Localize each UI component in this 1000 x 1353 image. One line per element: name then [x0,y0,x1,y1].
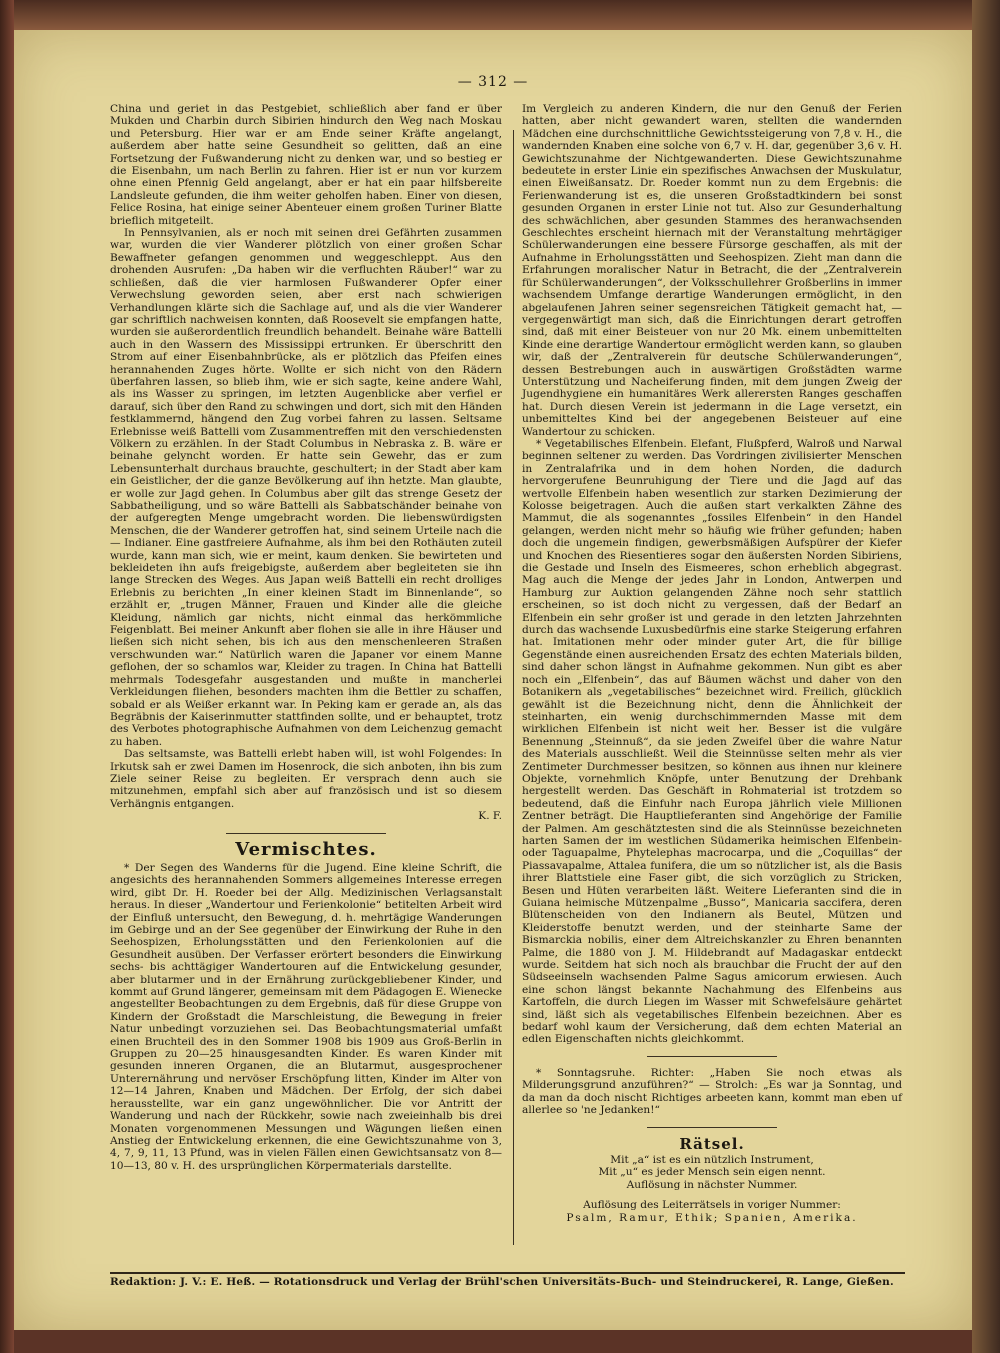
left-column [110,103,502,1172]
footer-rule [110,1272,905,1274]
page-number: — 312 — [457,74,529,90]
solution-label: Auflösung des Leiterrätsels in voriger Nummer: [583,1199,841,1212]
article-paragraph: In Pennsylvanien, als er noch mit seinen drei Gefährten zusammen war, wurden die vier Wanderer plötzlich von einer großen Schar Bewaffneter gefangen genommen und weggeschleppt. Aus den drohenden Ausrufen: „Da haben wir die verfluchten Räuber!“ war zu schließen, daß die vier harmlosen Fußwanderer Opfer einer Verwechslung geworden seien, aber erst nach schwierigen Verhandlungen klärte sich die Sachlage auf, und als die vier Wanderer gar schriftlich nachweisen konnten, daß Roosevelt sie empfangen hatte, wurden sie außerordentlich freundlich behandelt. Beinahe wäre Battelli auch in den Wassern des Mississippi ertrunken. Er überschritt den Strom auf einer Eisenbahnbrücke, als er plötzlich das Pfeifen eines herannahenden Zuges hörte. Wollte er sich nicht von den Rädern überfahren lassen, so blieb ihm, wie er sich sagte, keine andere Wahl, als ins Wasser zu springen, im letzten Augenblicke aber verfiel er darauf, sich über den Rand zu schwingen und dort, sich mit den Händen festklammernd, hängend den Zug vorbei fahren zu lassen. Seltsame Erlebnisse weiß Battelli vom Zusammentreffen mit den verschiedensten Völkern zu erzählen. In der Stadt Columbus in Nebraska z. B. wäre er beinahe gelyncht worden. Er hatte sein Gewehr, das er zum Lebensunterhalt durchaus brauchte, geschultert; in der Stadt aber kam ein Geistlicher, der die ganze Bevölkerung auf ihn hetzte. Man glaubte, er wolle zur Jagd gehen. In Columbus aber gilt das strenge Gesetz der Sabbatheiligung, und so wäre Battelli als Sabbatschänder beinahe von der aufgeregten Menge umgebracht worden. Die liebenswürdigsten Menschen, die der Wanderer getroffen hat, sind seinem Urteile nach die — Indianer. Eine gastfreiere Aufnahme, als ihm bei den Rothäuten zuteil wurde, kann man sich, wie er meint, kaum denken. Sie bewirteten und bekleideten ihn aufs freigebigste, außerdem aber begleiteten sie ihn lange Strecken des Weges. Aus Japan weiß Battelli ein recht drolliges Erlebnis zu berichten „In einer kleinen Stadt im Binnenlande“, so erzählt er, „trugen Männer, Frauen und Kinder alle die gleiche Kleidung, nämlich gar nichts, nicht einmal das herkömmliche Feigenblatt. Bei meiner Ankunft aber flohen sie alle in ihre Häuser und ließen sich nicht sehen, bis ich aus den menschenleeren Straßen verschwunden war.“ Natürlich waren die Japaner vor einem Manne geflohen, der so schamlos war, Kleider zu tragen. In China hat Battelli mehrmals Todesgefahr ausgestanden und mußte in mancherlei Verkleidungen fliehen, besonders machten ihm die Bettler zu schaffen, sobald er als Weißer erkannt war. In Peking kam er gerade an, als das Begräbnis der Kaiserinmutter stattfinden sollte, und er behauptet, trotz des Verbotes photographische Aufnahmen von dem Leichenzug gemacht zu haben. [110,227,502,748]
article-paragraph: Das seltsamste, was Battelli erlebt haben will, ist wohl Folgendes: In Irkutsk sah er zwei Damen im Hosenrock, die sich anboten, ihn bis zum Ziele seiner Reise zu begleiten. Er versprach denn auch sie mitzunehmen, empfahl sich aber auf französisch und ist so diesem Verhängnis entgangen. [110,748,502,810]
solution-answer: Psalm, Ramur, Ethik; Spanien, Amerika. [566,1211,858,1224]
page-top-edge [14,0,972,30]
section-rule [647,1127,777,1128]
page-right-edge [972,0,1000,1353]
article-paragraph: * Der Segen des Wanderns für die Jugend. Eine kleine Schrift, die angesichts des herannahenden Sommers allgemeines Interesse erregen wird, gibt Dr. H. Roeder bei der Allg. Medizinischen Verlagsanstalt heraus. In dieser „Wandertour und Ferienkolonie“ betitelten Arbeit wird der Einfluß untersucht, den Bewegung, d. h. mehrtägige Wanderungen im Gebirge und an der See gegenüber der Einwirkung der Ruhe in den Seehospizen, Erholungsstätten und den Ferienkolonien auf die Gesundheit ausüben. Der Verfasser erörtert besonders die Einwirkung sechs- bis achttägiger Wandertouren auf die Entwickelung gesunder, aber blutarmer und in der Ernährung zurückgebliebener Kinder, und kommt auf Grund längerer, gemeinsam mit dem Pädagogen E. Wienecke angestellter Beobachtungen zu dem Ergebnis, daß für diese Gruppe von Kindern der Großstadt die Marschleistung, die Bewegung in freier Natur unbedingt vorzuziehen sei. Das Beobachtungsmaterial umfaßt einen Bruchteil des in den Sommer 1908 bis 1909 aus Groß-Berlin in Gruppen zu 20—25 hinausgesandten Kinder. Es waren Kinder mit gesunden inneren Organen, die an Blutarmut, ausgesprochener Unterernährung und nervöser Erschöpfung litten, Kinder im Alter von 12—14 Jahren, Knaben und Mädchen. Der Erfolg, der sich dabei herausstellte, war ein ganz ungewöhnlicher. Die vor Antritt der Wanderung und nach der Rückkehr, sowie nach zweieinhalb bis drei Monaten vorgenommenen Messungen und Wägungen ließen einen Anstieg der Entwickelung erkennen, die eine Gewichtszunahme von 3, 4, 7, 9, 11, 13 Pfund, was in vielen Fällen einen Gewichtsansatz von 8—10—13, 80 v. H. des ursprünglichen Körpermaterials darstellte. [110,861,502,1172]
riddle-line: Mit „a“ ist es ein nützlich Instrument, [610,1153,814,1166]
newspaper-page [14,30,972,1330]
section-rule [647,1056,777,1057]
book-binding [0,0,14,1353]
riddle-heading: Rätsel. [679,1134,745,1153]
right-column [522,103,902,1224]
section-rule [226,833,386,834]
signature-line [110,810,502,822]
column-divider [513,130,514,1245]
joke-paragraph: * Sonntagsruhe. Richter: „Haben Sie noch etwas als Milderungsgrund anzuführen?“ — Strolch: „Es war ja Sonntag, und da man da doch nischt Richtiges arbeeten kann, kommt man eben uf allerlee so 'ne Jedanken!“ [522,1066,902,1117]
article-paragraph: Im Vergleich zu anderen Kindern, die nur den Genuß der Ferien hatten, aber nicht gewandert waren, stellten die wandernden Mädchen eine durchschnittliche Gewichtssteigerung von 7,8 v. H., die wandernden Knaben eine solche von 6,7 v. H. dar, gegenüber 3,6 v. H. Gewichtszunahme der Nichtgewanderten. Diese Gewichtszunahme bedeutete in erster Linie ein spezifisches Anwachsen der Muskulatur, einen Eiweißansatz. Dr. Roeder kommt nun zu dem Ergebnis: die Ferienwanderung ist es, die unseren Großstadtkindern bei sonst gesunden Organen in erster Linie not tut. Also zur Gesunderhaltung des schwächlichen, aber gesunden Stammes des heranwachsenden Geschlechtes erscheint hiernach mit der Veranstaltung mehrtägiger Schülerwanderungen eine bessere Fürsorge geschaffen, als mit der Aufnahme in Erholungsstätten und Seehospizen. Zieht man dann die Erfahrungen moralischer Natur in Betracht, die der „Zentralverein für Schülerwanderungen“, der Volksschullehrer Großberlins in immer wachsendem Umfange derartige Wanderungen ermöglicht, in den abgelaufenen Jahren seiner segensreichen Tätigkeit gemacht hat, — vergegenwärtigt man sich, daß die Einrichtungen derart getroffen sind, daß mit einer Beisteuer von nur 20 Mk. einem unbemittelten Kinde eine derartige Wandertour ermöglicht werden kann, so glauben wir, daß der „Zentralverein für deutsche Schülerwanderungen“, dessen Bestrebungen auch in auswärtigen Großstädten warme Unterstützung und Nacheiferung finden, mit dem jungen Zweig der Jugendhygiene ein humanitäres Werk allerersten Ranges geschaffen hat. Durch diesen Verein ist jedermann in die Lage versetzt, ein unbemitteltes Kind bei der angegebenen Beisteuer auf eine Wandertour zu schicken. [522,103,902,438]
article-paragraph: * Vegetabilisches Elfenbein. Elefant, Flußpferd, Walroß und Narwal beginnen seltener zu werden. Das Vordringen zivilisierter Menschen in Zentralafrika und in dem hohen Norden, die dadurch hervorgerufene Beunruhigung der Tiere und die Jagd auf das wertvolle Elfenbein haben wesentlich zur starken Dezimierung der Kolosse beigetragen. Auch die außen start verkalkten Zähne des Mammut, die als sogenanntes „fossiles Elfenbein“ in den Handel gelangen, werden nicht mehr so häufig wie früher gefunden; haben doch die ungemein findigen, gewerbsmäßigen Aufspürer der Kiefer und Knochen des Riesentieres sogar den äußersten Norden Sibiriens, die Gestade und Inseln des Eismeeres, schon erheblich abgegrast. Mag auch die Menge der jedes Jahr in London, Antwerpen und Hamburg zur Auktion gelangenden Zähne noch sehr stattlich erscheinen, so ist doch nicht zu vergessen, daß der Bedarf an Elfenbein ein sehr großer ist und gerade in den letzten Jahrzehnten durch das wachsende Luxusbedürfnis eine starke Steigerung erfahren hat. Imitationen mehr oder minder guter Art, die für billige Gegenstände einen ausreichenden Ersatz des echten Materials bilden, sind daher schon längst in Aufnahme gekommen. Nun gibt es aber noch ein „Elfenbein“, das auf Bäumen wächst und daher von den Botanikern als „vegetabilisches“ bezeichnet wird. Freilich, glücklich gewählt ist die Bezeichnung nicht, denn die Ähnlichkeit der steinharten, ein wenig durchschimmernden Masse mit dem wirklichen Elfenbein ist nicht weit her. Besser ist die vulgäre Benennung „Steinnuß“, da sie jeden Zweifel über die wahre Natur des Materials ausschließt. Weil die Steinnüsse selten mehr als vier Zentimeter Durchmesser besitzen, so können aus ihnen nur kleinere Objekte, vornehmlich Knöpfe, unter Benutzung der Drehbank hergestellt werden. Das Geschäft in Rohmaterial ist trotzdem so bedeutend, daß die Einfuhr nach Europa jährlich viele Millionen Zentner beträgt. Die Hauptlieferanten sind Angehörige der Familie der Palmen. Am geschätztesten sind die als Steinnüsse bezeichneten harten Samen der im westlichen Südamerika heimischen Elfenbein- oder Taguapalme, Phytelephas macrocarpa, und die „Coquillas“ der Piassavapalme, Attalea funifera, die um so nützlicher ist, als die Basis ihrer Blattstiele eine Faser gibt, die sich vorzüglich zu Stricken, Besen und Hüten verarbeiten läßt. Weitere Lieferanten sind die in Guiana heimische Mützenpalme „Busso“, Manicaria saccifera, deren Blütenscheiden von den Indianern als Beutel, Mützen und Kleiderstoffe benutzt werden, und der steinharte Same der Bismarckia nobilis, einer dem Altreichskanzler zu Ehren benannten Palme, die 1880 von J. M. Hildebrandt auf Madagaskar entdeckt wurde. Seitdem hat sich noch als brauchbar die Frucht der auf den Südseeinseln wachsenden Palme Sagus amicorum erwiesen. Auch eine schon längst bekannte Nachahmung des Elfenbeins aus Kartoffeln, die durch Liegen im Wasser mit Schwefelsäure gehärtet sind, läßt sich als vegetabilisches Elfenbein bezeichnen. Aber es bedarf wohl kaum der Versicherung, daß dem echten Material an edlen Eigenschaften nichts gleichkommt. [522,437,902,1046]
riddle-note: Auflösung in nächster Nummer. [626,1178,798,1191]
section-heading: Vermischtes. [235,838,377,860]
author-signature: K. F. [478,810,502,823]
article-paragraph: China und geriet in das Pestgebiet, schließlich aber fand er über Mukden und Charbin durch Sibirien hindurch den Weg nach Moskau und Petersburg. Hier war er am Ende seiner Kräfte angelangt, außerdem aber hatte seine Gesundheit so gelitten, daß an eine Fortsetzung der Fußwanderung nicht zu denken war, und so bestieg er die Eisenbahn, um nach Berlin zu fahren. Hier ist er nun vor kurzem ohne einen Pfennig Geld angelangt, aber er hat ein paar hilfsbereite Landsleute gefunden, die ihm weiter geholfen haben. Einer von diesen, Felice Rosina, hat einige seiner Abenteuer einem großen Turiner Blatte brieflich mitgeteilt. [110,103,502,227]
imprint-line: Redaktion: J. V.: E. Heß. — Rotationsdruck und Verlag der Brühl'schen Universitäts-Buch- und Steindruckerei, R. Lange, Gießen. [110,1276,894,1288]
riddle-line: Mit „u“ es jeder Mensch sein eigen nennt. [598,1166,826,1179]
